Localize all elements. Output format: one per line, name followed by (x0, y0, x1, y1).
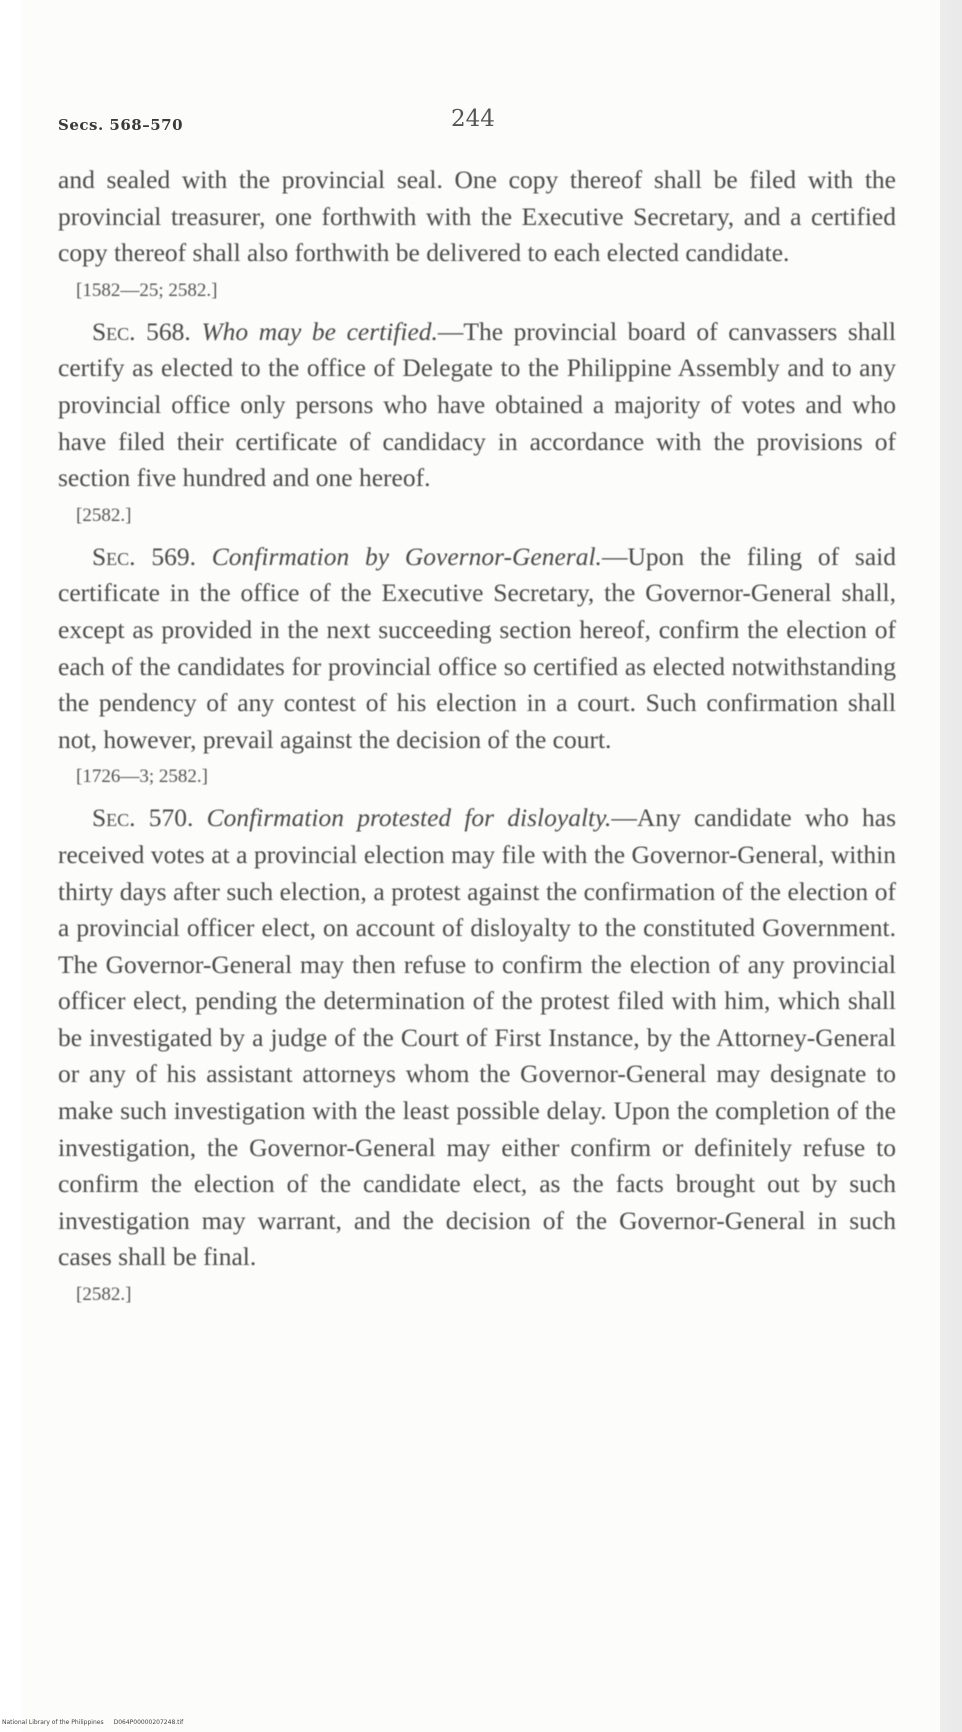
library-name: National Library of the Philippines (2, 1719, 104, 1726)
section-text: —Upon the filing of said certificate in the office of the Executive Secretary, the Governor-General shall, except as provided in the next succeeding section hereof, confirm the election of each of the candidates for provincial office so certified as elected notwithstanding the pendency of any contest of his election in a court. Such confirmation shall not, however, prevail against the decision of the court. (58, 541, 896, 754)
scan-footer (2, 1719, 183, 1726)
section-570-citation: [2582.] (76, 1284, 132, 1306)
opening-citation: [1582—25; 2582.] (76, 279, 218, 301)
section-text: —The provincial board of canvassers shall certify as elected to the office of Delegate to the Philippine Assembly and to any provincial office only persons who have obtained a majority of votes and who have filed their certificate of candidacy in accordance with the provisions of section five hundred and one hereof. (58, 316, 897, 493)
section-569-citation: [1726—3; 2582.] (76, 766, 208, 788)
section-text: —Any candidate who has received votes at a provincial election may file with the Governor-General, within thirty days after such election, a protest against the confirmation of the election of a provincial officer elect, on account of disloyalty to the constituted Government. The Governor-General may then refuse to confirm the election of any provincial officer elect, pending the determination of the protest filed with him, which shall be investigated by a judge of the Court of First Instance, by the Attorney-General or any of his assistant attorneys whom the Governor-General may designate to make such investigation with the least possible delay. Upon the completion of the investigation, the Governor-General may either confirm or definitely refuse to confirm the election of the candidate elect, as the facts brought out by such investigation may warrant, and the decision of the Governor-General in such cases shall be final. (58, 803, 897, 1272)
section-catchline: Who may be certified. (201, 316, 438, 346)
section-label: Sec. 568. (92, 316, 191, 346)
section-569 (58, 539, 896, 759)
section-catchline: Confirmation protested for disloyalty. (206, 803, 612, 833)
section-label: Sec. 569. (92, 541, 196, 571)
section-568-citation: [2582.] (76, 504, 132, 526)
running-head (58, 106, 896, 144)
section-catchline: Confirmation by Governor-General. (211, 541, 602, 571)
section-label: Sec. 570. (92, 803, 194, 833)
section-range: Secs. 568–570 (58, 116, 184, 134)
body-text (58, 162, 896, 1318)
page-number: 244 (451, 106, 495, 132)
section-570 (58, 800, 896, 1276)
opening-paragraph: and sealed with the provincial seal. One copy thereof shall be filed with the provincial treasurer, one forthwith with the Executive Secretary, and a certified copy thereof shall also forthwith be delivered to each elected candidate. (58, 165, 896, 268)
scan-file-code: D064P00000207248.tif (113, 1719, 184, 1726)
section-568 (58, 314, 896, 497)
